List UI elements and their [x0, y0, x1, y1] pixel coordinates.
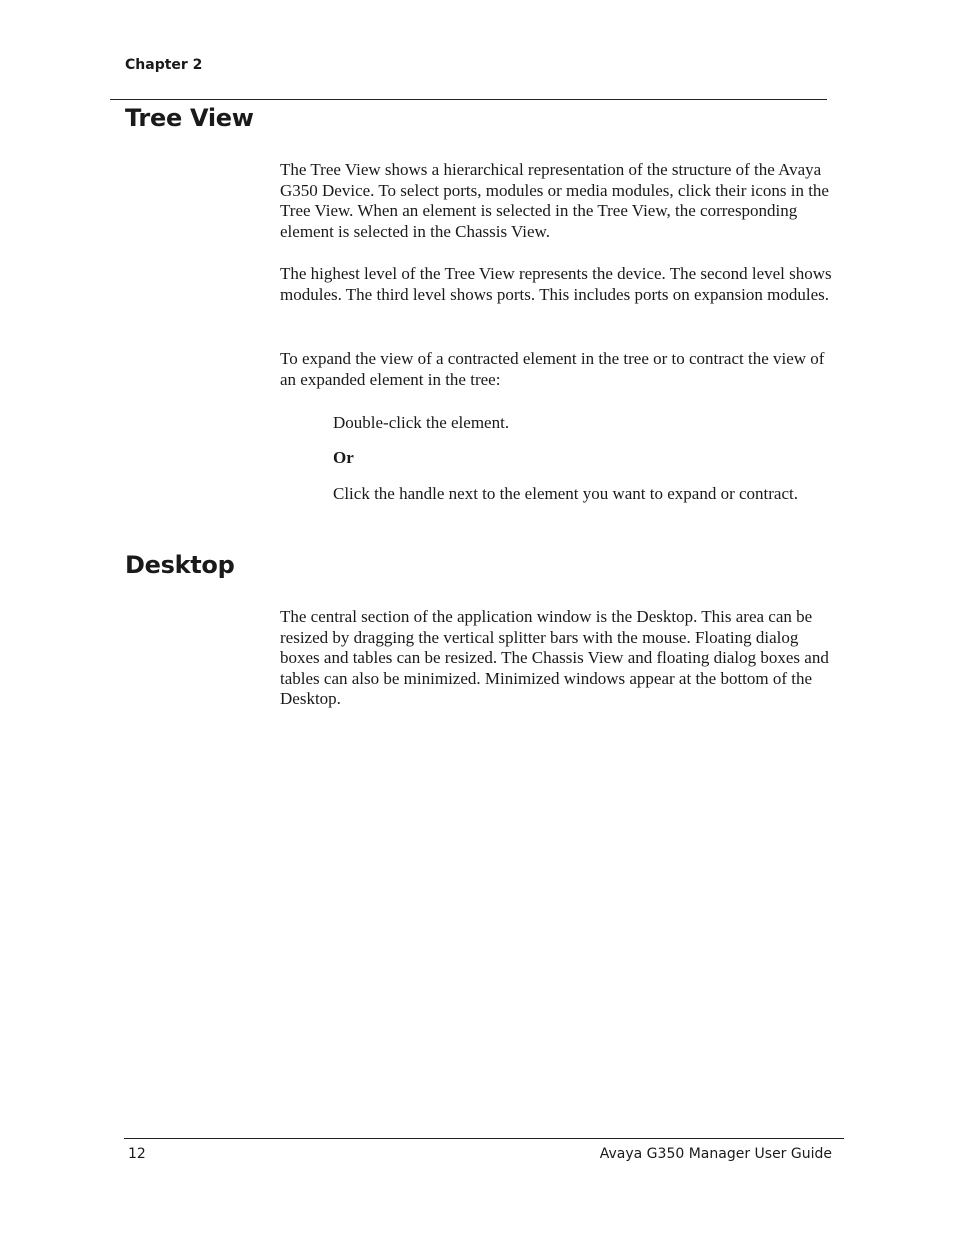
step-text: Click the handle next to the element you want to expand or contract.	[333, 484, 798, 503]
step-double-click	[333, 413, 803, 434]
section-heading-desktop: Desktop	[125, 551, 235, 579]
step-text: Double-click the element.	[333, 413, 510, 432]
step-click-handle	[333, 484, 803, 505]
running-head-chapter: Chapter 2	[125, 57, 203, 73]
tree-view-paragraph-1	[280, 160, 840, 242]
tree-view-paragraph-2	[280, 264, 840, 305]
paragraph-text: The central section of the application window is the Desktop. This area can be resized by dragging the vertical splitter bars with the mouse. Floating dialog boxes and tables can be resized. The Chassis View and floating dialog boxes and tables can also be minimized. Minimized windows appear at the bottom of the Desktop.	[280, 607, 829, 708]
desktop-paragraph	[280, 607, 840, 710]
header-divider	[110, 99, 827, 100]
page-number: 12	[128, 1146, 146, 1162]
section-heading-tree-view: Tree View	[125, 104, 254, 132]
or-label: Or	[333, 448, 354, 467]
tree-view-paragraph-3	[280, 349, 840, 390]
paragraph-text: The Tree View shows a hierarchical representation of the structure of the Avaya G350 Device. To select ports, modules or media modules, click their icons in the Tree View. When an element is selected in the Tree View, the corresponding element is selected in the Chassis View.	[280, 160, 829, 241]
footer-divider	[124, 1138, 844, 1139]
paragraph-text: The highest level of the Tree View represents the device. The second level shows modules. The third level shows ports. This includes ports on expansion modules.	[280, 264, 832, 304]
footer-guide-title: Avaya G350 Manager User Guide	[599, 1146, 832, 1162]
paragraph-text: To expand the view of a contracted element in the tree or to contract the view of an expanded element in the tree:	[280, 349, 825, 389]
